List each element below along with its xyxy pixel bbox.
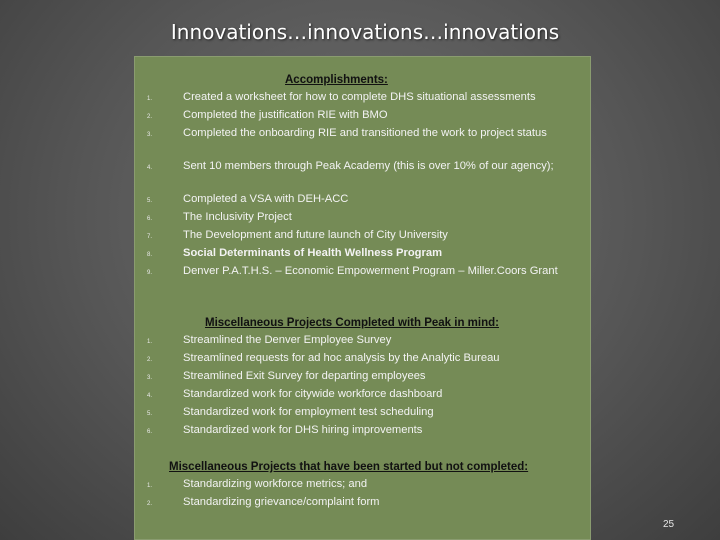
misc-completed-heading: Miscellaneous Projects Completed with Peak in mind: bbox=[205, 317, 499, 329]
content-text bbox=[135, 57, 590, 539]
list-number: 6. bbox=[147, 216, 153, 222]
list-number: 4. bbox=[147, 165, 153, 171]
list-text: Social Determinants of Health Wellness Program bbox=[183, 247, 443, 259]
accomplishments-heading: Accomplishments: bbox=[285, 74, 388, 86]
list-number: 1. bbox=[147, 96, 153, 102]
list-text: Streamlined the Denver Employee Survey bbox=[183, 334, 392, 346]
list-text: Completed a VSA with DEH-ACC bbox=[183, 193, 349, 205]
list-number: 9. bbox=[147, 270, 153, 276]
list-text: The Inclusivity Project bbox=[183, 211, 292, 223]
list-number: 2. bbox=[147, 501, 153, 507]
list-number: 2. bbox=[147, 114, 153, 120]
list-number: 3. bbox=[147, 132, 153, 138]
list-text: Denver P.A.T.H.S. – Economic Empowerment Program – Miller.Coors Grant bbox=[183, 265, 558, 277]
list-number: 1. bbox=[147, 483, 153, 489]
list-text: Completed the justification RIE with BMO bbox=[183, 109, 388, 121]
list-text: Standardizing grievance/complaint form bbox=[183, 496, 380, 508]
list-number: 5. bbox=[147, 198, 153, 204]
list-text: Streamlined Exit Survey for departing employees bbox=[183, 370, 426, 382]
misc-started-heading: Miscellaneous Projects that have been started but not completed: bbox=[169, 461, 529, 473]
list-number: 6. bbox=[147, 429, 153, 435]
list-text: Completed the onboarding RIE and transitioned the work to project status bbox=[183, 127, 547, 139]
list-number: 4. bbox=[147, 393, 153, 399]
slide-title: Innovations…innovations…innovations bbox=[170, 20, 560, 44]
list-text: Standardized work for citywide workforce dashboard bbox=[183, 388, 443, 400]
list-number: 1. bbox=[147, 339, 153, 345]
list-number: 2. bbox=[147, 357, 153, 363]
list-number: 7. bbox=[147, 234, 153, 240]
list-text: Standardized work for DHS hiring improvements bbox=[183, 424, 423, 436]
list-text: Streamlined requests for ad hoc analysis by the Analytic Bureau bbox=[183, 352, 500, 364]
list-number: 8. bbox=[147, 252, 153, 258]
list-text: Created a worksheet for how to complete DHS situational assessments bbox=[183, 91, 536, 103]
list-number: 5. bbox=[147, 411, 153, 417]
list-text: The Development and future launch of City University bbox=[183, 229, 448, 241]
list-text: Standardizing workforce metrics; and bbox=[183, 478, 368, 490]
content-panel bbox=[134, 56, 591, 540]
list-text: Sent 10 members through Peak Academy (this is over 10% of our agency); bbox=[183, 160, 554, 172]
list-number: 3. bbox=[147, 375, 153, 381]
page-number: 25 bbox=[663, 519, 675, 530]
list-text: Standardized work for employment test scheduling bbox=[183, 406, 434, 418]
